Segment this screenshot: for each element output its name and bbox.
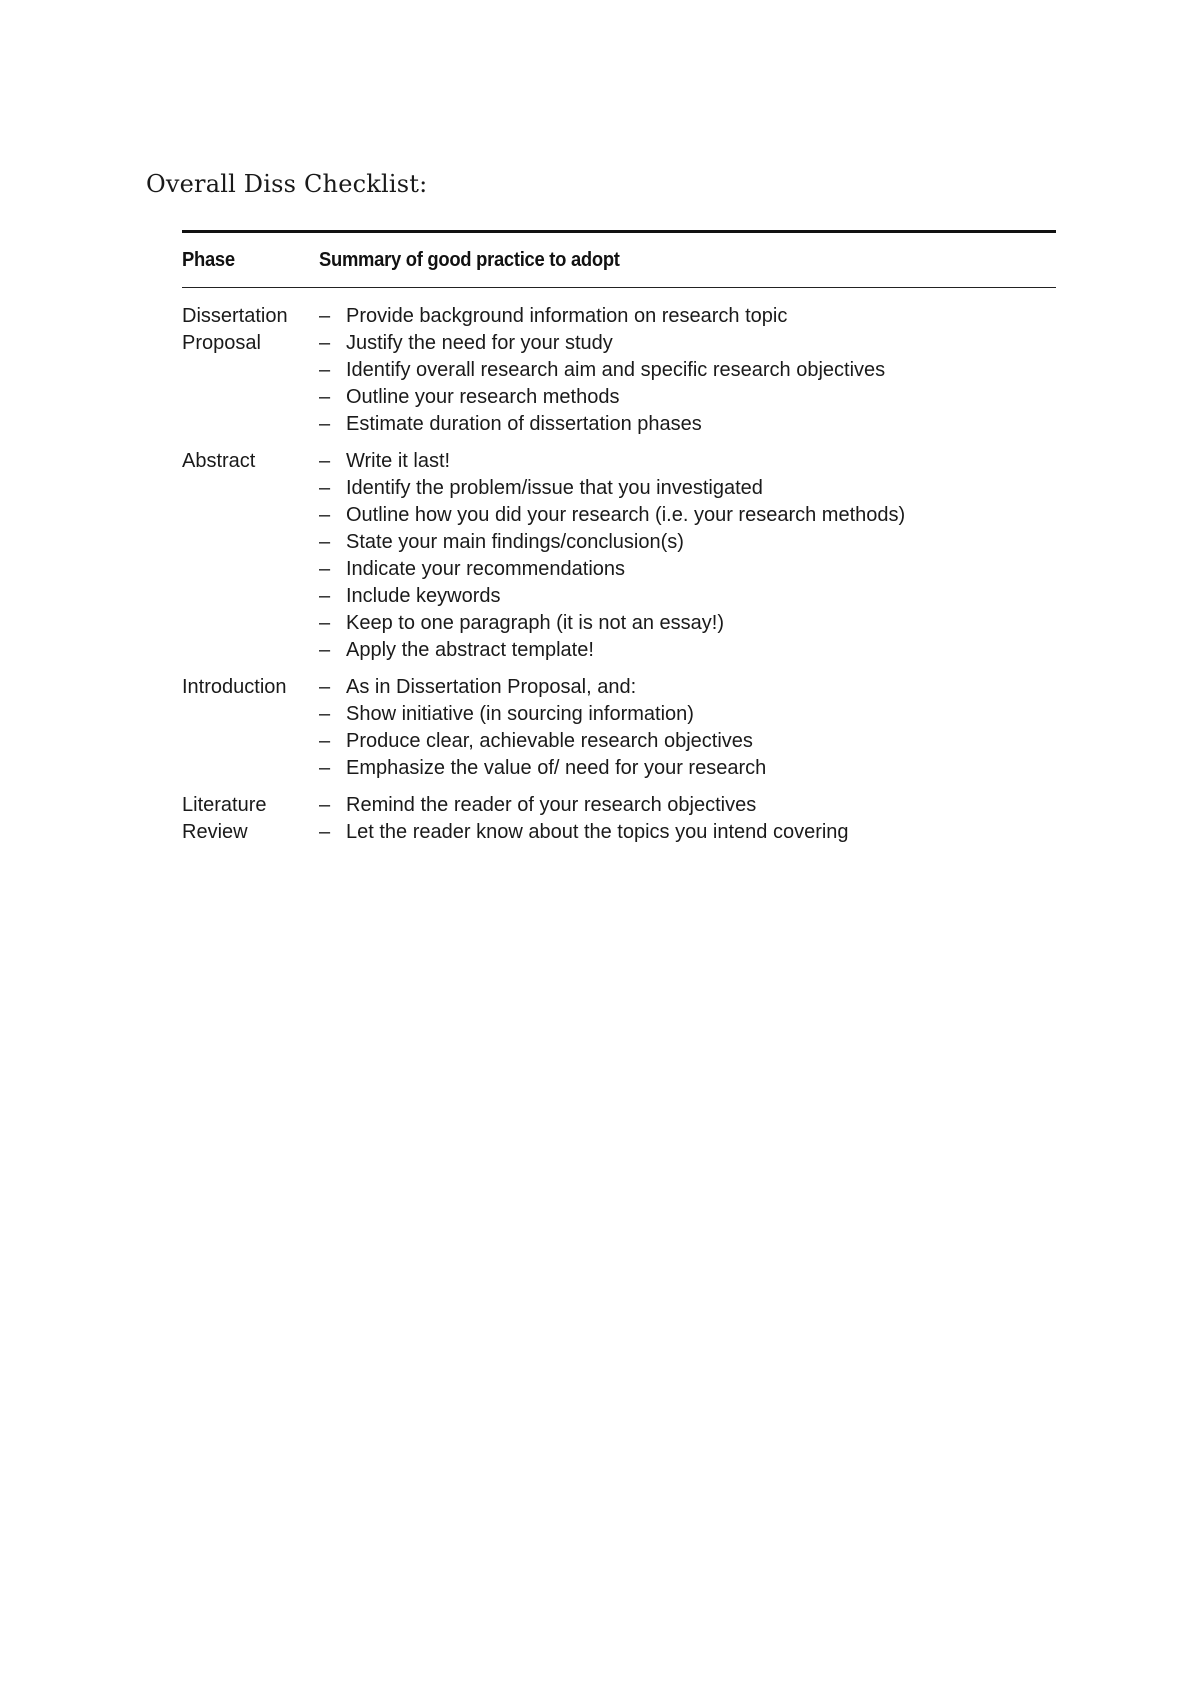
item-text: Include keywords [346, 585, 501, 607]
item-text: Outline your research methods [346, 386, 620, 408]
phase-label-line: Literature [182, 794, 267, 816]
dash-bullet: – [319, 504, 331, 526]
phase-cell [182, 448, 319, 664]
list-item [319, 303, 1056, 330]
list-item [319, 755, 1056, 782]
page-title: Overall Diss Checklist: [146, 170, 428, 198]
practice-list [319, 448, 1056, 664]
phase-cell [182, 792, 319, 846]
practice-list [319, 792, 1056, 846]
list-item [319, 529, 1056, 556]
dash-bullet: – [319, 794, 331, 816]
list-item [319, 674, 1056, 701]
list-item [319, 357, 1056, 384]
header-summary: Summary of good practice to adopt [319, 248, 620, 271]
item-text: Apply the abstract template! [346, 639, 594, 661]
item-text: Estimate duration of dissertation phases [346, 413, 702, 435]
dash-bullet: – [319, 639, 331, 661]
item-text: Provide background information on research topic [346, 305, 788, 327]
dash-bullet: – [319, 703, 331, 725]
item-text: State your main findings/conclusion(s) [346, 531, 684, 553]
item-text: Identify the problem/issue that you investigated [346, 477, 763, 499]
item-text: Indicate your recommendations [346, 558, 626, 580]
phase-label-line: Abstract [182, 450, 256, 472]
phase-label-line: Introduction [182, 676, 287, 698]
list-item [319, 448, 1056, 475]
list-item [319, 475, 1056, 502]
list-item [319, 819, 1056, 846]
table-row-introduction [182, 674, 1056, 782]
dash-bullet: – [319, 359, 331, 381]
list-item [319, 583, 1056, 610]
item-text: Show initiative (in sourcing information) [346, 703, 694, 725]
item-text: Outline how you did your research (i.e. your research methods) [346, 504, 906, 526]
phase-label-line: Proposal [182, 332, 261, 354]
dash-bullet: – [319, 477, 331, 499]
list-item [319, 701, 1056, 728]
dash-bullet: – [319, 413, 331, 435]
dash-bullet: – [319, 450, 331, 472]
dash-bullet: – [319, 730, 331, 752]
item-text: Emphasize the value of/ need for your research [346, 757, 767, 779]
list-item [319, 792, 1056, 819]
list-item [319, 330, 1056, 357]
dash-bullet: – [319, 332, 331, 354]
item-text: Identify overall research aim and specific research objectives [346, 359, 886, 381]
item-text: Justify the need for your study [346, 332, 613, 354]
phase-cell [182, 303, 319, 438]
phase-label-line: Dissertation [182, 305, 288, 327]
list-item [319, 411, 1056, 438]
table-row-literature-review [182, 792, 1056, 846]
dash-bullet: – [319, 676, 331, 698]
phase-label-line: Review [182, 821, 248, 843]
practice-list [319, 303, 1056, 438]
list-item [319, 384, 1056, 411]
list-item [319, 728, 1056, 755]
list-item [319, 502, 1056, 529]
table-row-abstract [182, 448, 1056, 664]
item-text: Write it last! [346, 450, 451, 472]
dash-bullet: – [319, 821, 331, 843]
dash-bullet: – [319, 305, 331, 327]
dash-bullet: – [319, 531, 331, 553]
item-text: Remind the reader of your research objectives [346, 794, 757, 816]
item-text: Keep to one paragraph (it is not an essay!) [346, 612, 725, 634]
list-item [319, 637, 1056, 664]
table-row-dissertation-proposal [182, 303, 1056, 438]
practice-list [319, 674, 1056, 782]
dash-bullet: – [319, 585, 331, 607]
item-text: Produce clear, achievable research objectives [346, 730, 753, 752]
phase-cell [182, 674, 319, 782]
item-text: As in Dissertation Proposal, and: [346, 676, 637, 698]
dash-bullet: – [319, 612, 331, 634]
list-item [319, 610, 1056, 637]
dash-bullet: – [319, 386, 331, 408]
item-text: Let the reader know about the topics you intend covering [346, 821, 849, 843]
table-header-row [182, 233, 1056, 287]
header-phase: Phase [182, 248, 235, 271]
table-body [182, 288, 1056, 846]
dash-bullet: – [319, 757, 331, 779]
dash-bullet: – [319, 558, 331, 580]
checklist-table [182, 230, 1056, 856]
list-item [319, 556, 1056, 583]
